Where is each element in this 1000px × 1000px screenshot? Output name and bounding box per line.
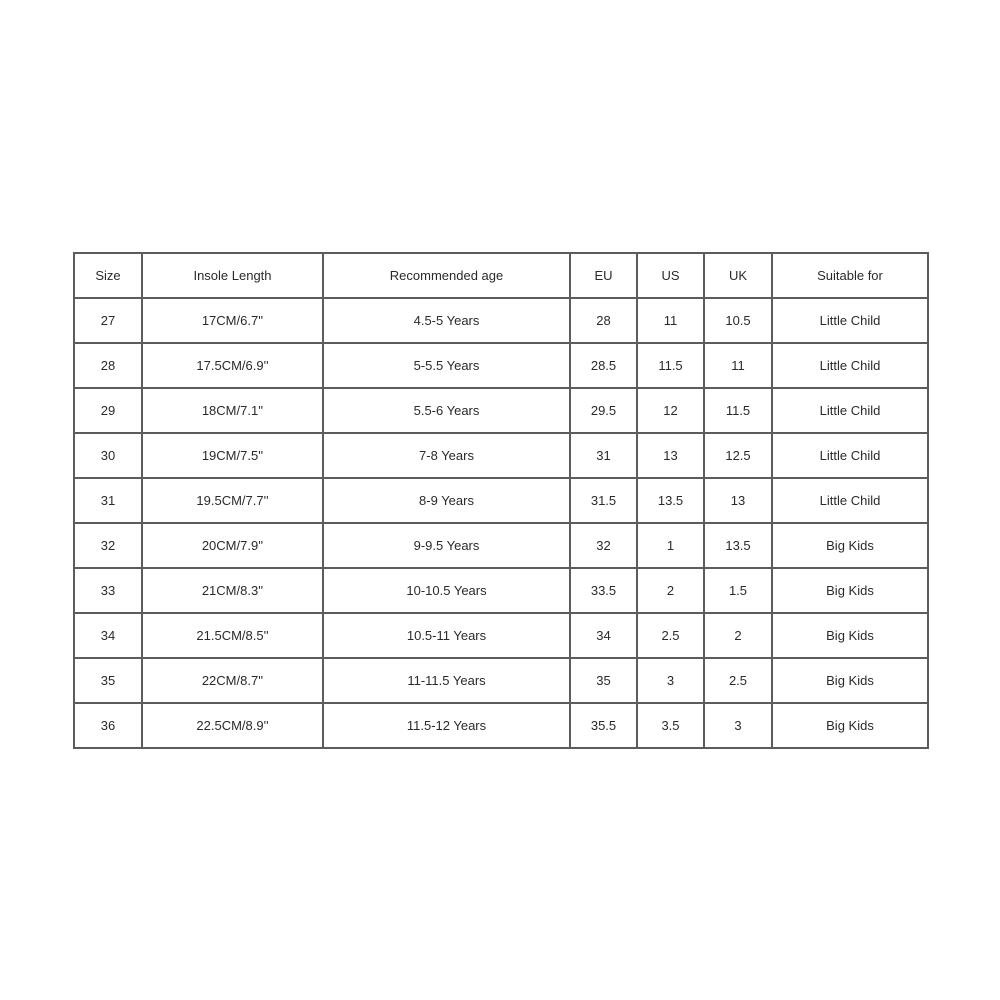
cell-eu: 35 [570, 658, 637, 703]
cell-uk: 2 [704, 613, 772, 658]
cell-size: 29 [74, 388, 142, 433]
cell-insole-length: 21.5CM/8.5'' [142, 613, 323, 658]
cell-suitable-for: Big Kids [772, 613, 928, 658]
table-row [74, 343, 928, 388]
cell-eu: 29.5 [570, 388, 637, 433]
cell-size: 31 [74, 478, 142, 523]
cell-insole-length: 19.5CM/7.7'' [142, 478, 323, 523]
cell-us: 11.5 [637, 343, 704, 388]
cell-insole-length: 20CM/7.9'' [142, 523, 323, 568]
cell-us: 13 [637, 433, 704, 478]
cell-us: 3.5 [637, 703, 704, 748]
table-body [74, 298, 928, 748]
cell-uk: 13 [704, 478, 772, 523]
cell-uk: 11.5 [704, 388, 772, 433]
cell-uk: 10.5 [704, 298, 772, 343]
table-row [74, 613, 928, 658]
cell-insole-length: 17.5CM/6.9'' [142, 343, 323, 388]
table-row [74, 298, 928, 343]
cell-recommended-age: 5.5-6 Years [323, 388, 570, 433]
cell-insole-length: 17CM/6.7'' [142, 298, 323, 343]
cell-recommended-age: 8-9 Years [323, 478, 570, 523]
cell-us: 3 [637, 658, 704, 703]
cell-size: 36 [74, 703, 142, 748]
cell-size: 30 [74, 433, 142, 478]
table-row [74, 568, 928, 613]
cell-suitable-for: Big Kids [772, 658, 928, 703]
cell-us: 2 [637, 568, 704, 613]
table-row [74, 478, 928, 523]
cell-uk: 3 [704, 703, 772, 748]
header-suitable-for: Suitable for [772, 253, 928, 298]
cell-us: 12 [637, 388, 704, 433]
cell-insole-length: 21CM/8.3'' [142, 568, 323, 613]
cell-recommended-age: 7-8 Years [323, 433, 570, 478]
header-us: US [637, 253, 704, 298]
cell-suitable-for: Little Child [772, 433, 928, 478]
cell-size: 27 [74, 298, 142, 343]
cell-uk: 1.5 [704, 568, 772, 613]
header-recommended-age: Recommended age [323, 253, 570, 298]
cell-eu: 31 [570, 433, 637, 478]
cell-suitable-for: Big Kids [772, 703, 928, 748]
cell-eu: 33.5 [570, 568, 637, 613]
cell-insole-length: 18CM/7.1'' [142, 388, 323, 433]
cell-recommended-age: 10-10.5 Years [323, 568, 570, 613]
header-insole-length: Insole Length [142, 253, 323, 298]
cell-size: 32 [74, 523, 142, 568]
cell-size: 35 [74, 658, 142, 703]
cell-suitable-for: Big Kids [772, 568, 928, 613]
cell-recommended-age: 10.5-11 Years [323, 613, 570, 658]
cell-suitable-for: Little Child [772, 298, 928, 343]
cell-size: 28 [74, 343, 142, 388]
cell-us: 11 [637, 298, 704, 343]
cell-recommended-age: 11.5-12 Years [323, 703, 570, 748]
cell-insole-length: 22.5CM/8.9'' [142, 703, 323, 748]
table-row [74, 523, 928, 568]
cell-eu: 32 [570, 523, 637, 568]
cell-size: 34 [74, 613, 142, 658]
cell-eu: 31.5 [570, 478, 637, 523]
header-row [74, 253, 928, 298]
cell-insole-length: 19CM/7.5'' [142, 433, 323, 478]
cell-uk: 13.5 [704, 523, 772, 568]
cell-suitable-for: Little Child [772, 343, 928, 388]
cell-uk: 2.5 [704, 658, 772, 703]
cell-size: 33 [74, 568, 142, 613]
cell-recommended-age: 9-9.5 Years [323, 523, 570, 568]
cell-insole-length: 22CM/8.7'' [142, 658, 323, 703]
header-size: Size [74, 253, 142, 298]
cell-uk: 11 [704, 343, 772, 388]
cell-us: 2.5 [637, 613, 704, 658]
size-chart-table [73, 252, 929, 749]
cell-us: 1 [637, 523, 704, 568]
cell-suitable-for: Little Child [772, 388, 928, 433]
table-row [74, 658, 928, 703]
header-eu: EU [570, 253, 637, 298]
table-row [74, 388, 928, 433]
table-row [74, 703, 928, 748]
cell-uk: 12.5 [704, 433, 772, 478]
cell-suitable-for: Big Kids [772, 523, 928, 568]
cell-recommended-age: 5-5.5 Years [323, 343, 570, 388]
cell-eu: 28.5 [570, 343, 637, 388]
table-row [74, 433, 928, 478]
cell-eu: 35.5 [570, 703, 637, 748]
cell-suitable-for: Little Child [772, 478, 928, 523]
cell-recommended-age: 11-11.5 Years [323, 658, 570, 703]
cell-eu: 34 [570, 613, 637, 658]
cell-eu: 28 [570, 298, 637, 343]
cell-recommended-age: 4.5-5 Years [323, 298, 570, 343]
cell-us: 13.5 [637, 478, 704, 523]
header-uk: UK [704, 253, 772, 298]
